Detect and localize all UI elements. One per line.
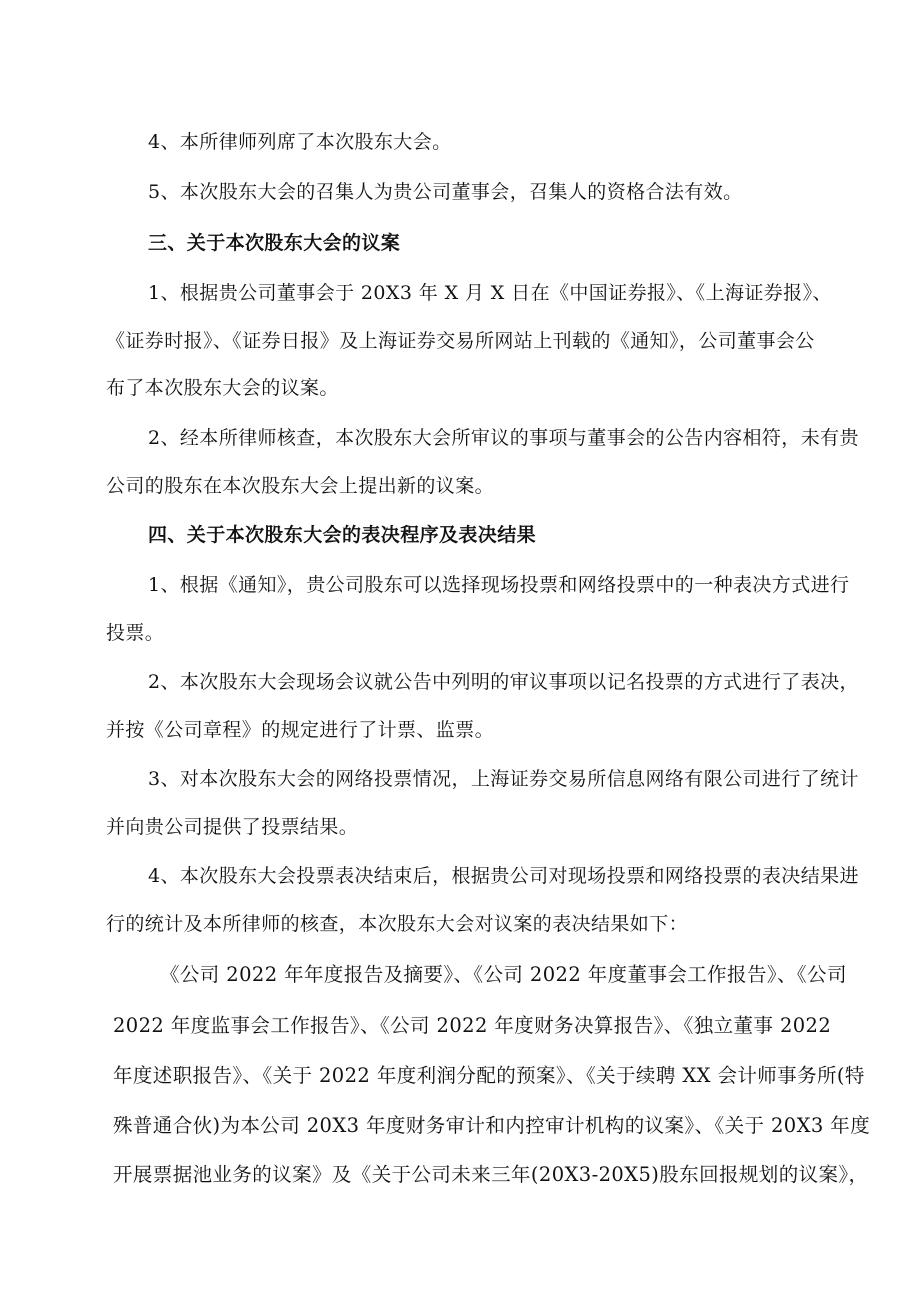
paragraph-line: 1、根据贵公司董事会于 20X3 年 X 月 X 日在《中国证券报》、《上海证券报》、	[148, 282, 832, 304]
paragraph-line: 布了本次股东大会的议案。	[106, 377, 339, 399]
paragraph-line: 4、本次股东大会投票表决结束后，根据贵公司对现场投票和网络投票的表决结果进	[148, 865, 859, 887]
paragraph-line: 投票。	[106, 622, 165, 644]
paragraph-line: 5、本次股东大会的召集人为贵公司董事会，召集人的资格合法有效。	[148, 181, 743, 203]
paragraph-line: 《证券时报》、《证券日报》及上海证券交易所网站上刊载的《通知》，公司董事会公	[106, 330, 815, 352]
resolution-list-line: 2022 年度监事会工作报告》、《公司 2022 年度财务决算报告》、《独立董事 2022	[113, 1014, 832, 1037]
paragraph-line: 4、本所律师列席了本次股东大会。	[148, 131, 452, 153]
resolution-list-line: 开展票据池业务的议案》及《关于公司未来三年(20X3-20X5)股东回报规划的议案》，	[113, 1163, 869, 1186]
resolution-list-line: 《公司 2022 年年度报告及摘要》、《公司 2022 年度董事会工作报告》、《公司	[160, 963, 847, 986]
paragraph-line: 2、本次股东大会现场会议就公告中列明的审议事项以记名投票的方式进行了表决，	[148, 671, 859, 693]
paragraph-line: 并按《公司章程》的规定进行了计票、监票。	[106, 719, 495, 741]
section-heading-4: 四、关于本次股东大会的表决程序及表决结果	[148, 524, 537, 546]
paragraph-line: 行的统计及本所律师的核查，本次股东大会对议案的表决结果如下：	[106, 913, 689, 935]
resolution-list-line: 殊普通合伙)为本公司 20X3 年度财务审计和内控审计机构的议案》、《关于 20X3 年度	[113, 1114, 871, 1137]
paragraph-line: 并向贵公司提供了投票结果。	[106, 816, 359, 838]
section-heading-3: 三、关于本次股东大会的议案	[148, 232, 401, 254]
paragraph-line: 3、对本次股东大会的网络投票情况，上海证券交易所信息网络有限公司进行了统计	[148, 768, 859, 790]
paragraph-line: 2、经本所律师核查，本次股东大会所审议的事项与董事会的公告内容相符，未有贵	[148, 427, 859, 449]
paragraph-line: 公司的股东在本次股东大会上提出新的议案。	[106, 475, 495, 497]
paragraph-line: 1、根据《通知》，贵公司股东可以选择现场投票和网络投票中的一种表决方式进行	[148, 574, 850, 596]
resolution-list-line: 年度述职报告》、《关于 2022 年度利润分配的预案》、《关于续聘 XX 会计师事务所(特	[113, 1064, 865, 1087]
